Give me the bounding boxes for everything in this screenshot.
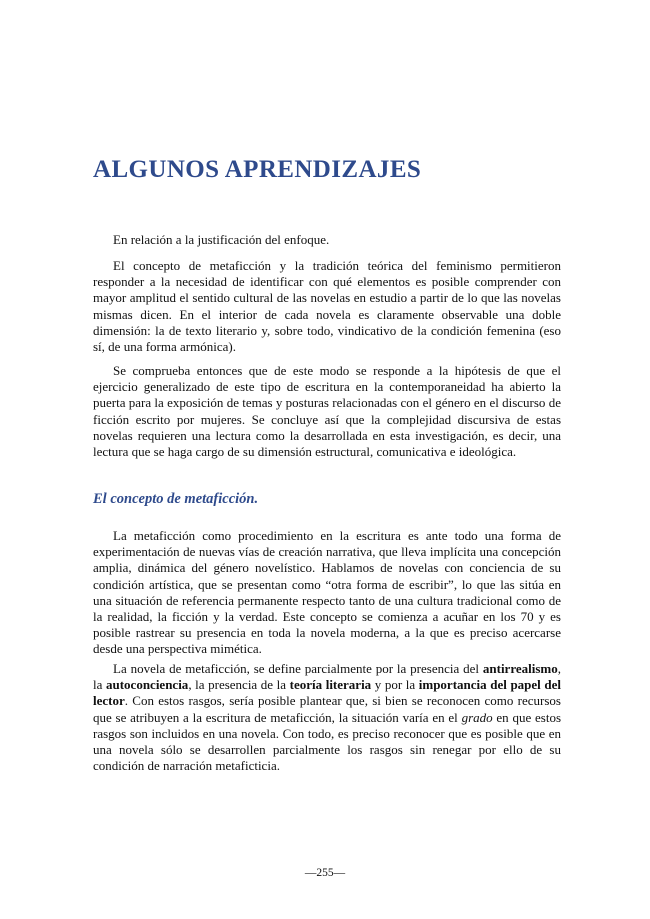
paragraph-rasgos — [93, 661, 561, 774]
text-run: . Con estos rasgos, sería posible plantear que, si bien se reconocen como recursos que se atribuyen a la escritura de metaficción, la situación varía en el — [93, 693, 561, 725]
text-run: , la presencia de la — [188, 677, 290, 693]
chapter-title: ALGUNOS APRENDIZAJES — [93, 156, 422, 183]
text-run: La novela de metaficción, se define parcialmente por la presencia del — [113, 661, 483, 676]
section-heading: El concepto de metaficción. — [93, 491, 259, 507]
bold-term-papel-del-lector: importancia del papel del lector — [93, 677, 561, 709]
paragraph-metaficcion-feminismo: El concepto de metaficción y la tradición teórica del feminismo permitieron responder a la necesidad de identificar con qué elementos es posible comprender con mayor amplitud el sentido cultural de las novelas en estudio a partir de lo que las novelas mismas dicen. En el interior de cada novela es claramente observable una doble dimensión: la de texto literario y, sobre todo, vindicativo de la condición femenina (eso sí, de una forma armónica). — [93, 258, 561, 355]
bold-term-autoconciencia: autoconciencia — [105, 677, 189, 693]
paragraph-enfoque: En relación a la justificación del enfoque. — [113, 232, 330, 247]
italic-term-grado: grado — [461, 709, 493, 725]
bold-term-teoria-literaria: teoría literaria — [289, 677, 372, 693]
page-number: —255— — [304, 867, 346, 879]
paragraph-procedimiento: La metaficción como procedimiento en la escritura es ante todo una forma de experimentación de nuevas vías de creación narrativa, que lleva implícita una concepción amplia, dinámica del género novelístico. Hablamos de novelas con conciencia de su condición artística, que se presentan como “otra forma de escribir”, lo que las sitúa en una situación de referencia permanente respecto tanto de una cultura tradicional como de la realidad, la ficción y la verdad. Este concepto se comienza a acuñar en los 70 y es posible rastrear su presencia en toda la novela moderna, a la que es preciso acercarse desde una perspectiva mimética. — [93, 528, 561, 657]
paragraph-hipotesis: Se comprueba entonces que de este modo se responde a la hipótesis de que el ejercicio generalizado de este tipo de escritura en la contemporaneidad ha abierto la puerta para la exposición de temas y posturas relacionadas con el género en el discurso de ficción escrito por mujeres. Se concluye así que la complejidad discursiva de estas novelas requieren una lectura como la desarrollada en esta investigación, es decir, una lectura que se haga cargo de su dimensión estructural, comunicativa e ideológica. — [93, 363, 561, 460]
bold-term-antirrealismo: antirrealismo — [482, 661, 558, 676]
text-run: y por la — [371, 677, 419, 693]
text-run: en que estos rasgos son incluidos en una novela. Con todo, es preciso reconocer que es posible que en una novela sólo se desarrollen parcialmente los rasgos sin renegar por ello de su condición de narración metaficticia. — [93, 709, 562, 774]
text-run: , la — [93, 661, 561, 693]
